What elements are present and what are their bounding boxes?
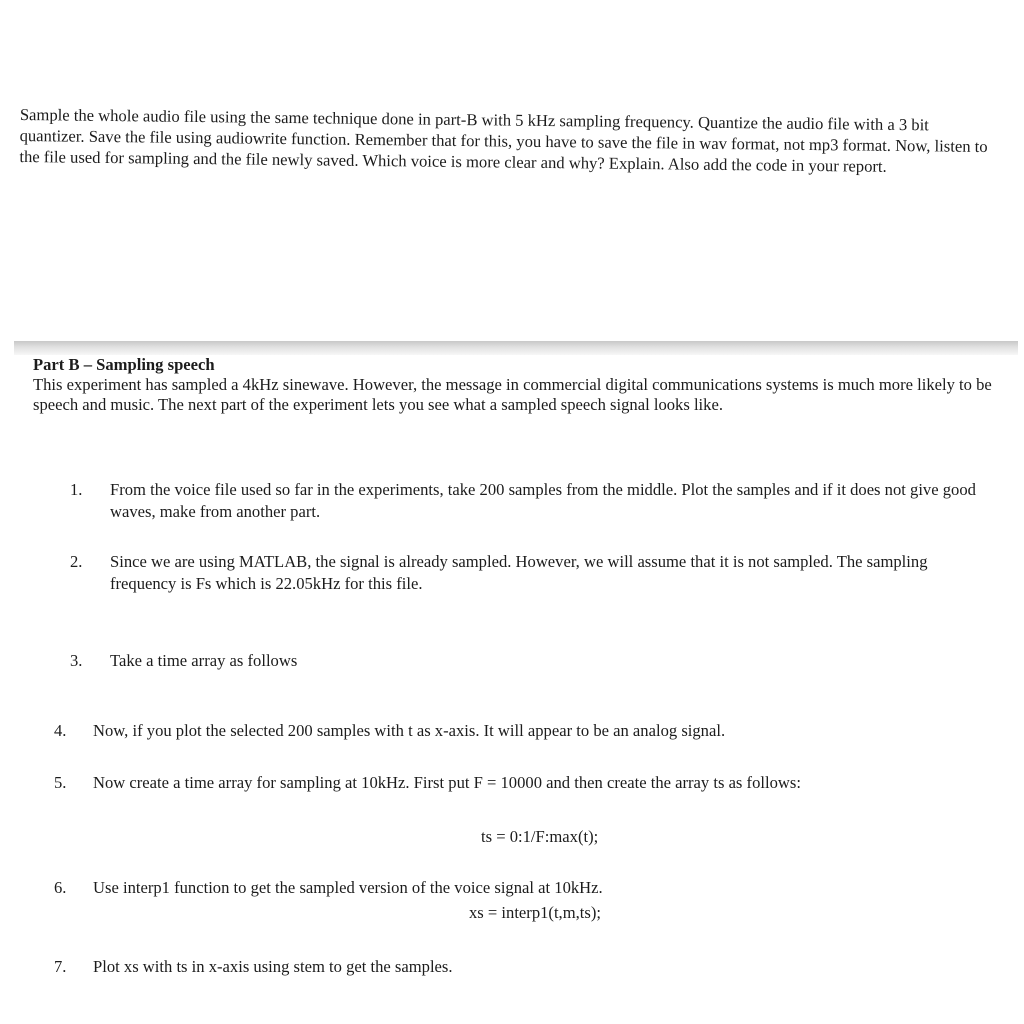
list-item-number: 6. [54,878,67,897]
list-item-number: 1. [70,480,83,499]
list-item-text: Use interp1 function to get the sampled version of the voice signal at 10kHz. [93,878,603,897]
list-item-text: Take a time array as follows [110,651,298,670]
part-b-section [33,355,1008,415]
part-b-intro: This experiment has sampled a 4kHz sinewave. However, the message in commercial digital communications systems is much more likely to be speech and music. The next part of the experiment lets you see what a sampled speech signal looks like. [33,375,992,414]
list-item-text: Plot xs with ts in x-axis using stem to get the samples. [93,957,453,976]
list-item-number: 5. [54,773,67,792]
list-item-number: 3. [70,651,83,670]
part-c-section [19,104,995,178]
list-item-text: From the voice file used so far in the experiments, take 200 samples from the middle. Plot the samples and if it does not give good waves, make from another part. [110,480,976,521]
part-c-paragraph: Sample the whole audio file using the same technique done in part-B with 5 kHz sampling frequency. Quantize the audio file with a 3 bit quantizer. Save the file using audiowrite function. Remember that for this, you have to save the file in wav format, not mp3 format. Now, listen to the file used for sampling and the file newly saved. Which voice is more clear and why? Explain. Also add the code in your report. [19,104,988,176]
list-item-text: Now, if you plot the selected 200 samples with t as x-axis. It will appear to be an analog signal. [93,721,726,740]
list-item-number: 2. [70,552,83,571]
list-item-text: Now create a time array for sampling at 10kHz. First put F = 10000 and then create the array ts as follows: [93,773,801,792]
list-item-number: 4. [54,721,67,740]
list-item-number: 7. [54,957,67,976]
list-item-text: Since we are using MATLAB, the signal is already sampled. However, we will assume that it is not sampled. The sampling frequency is Fs which is 22.05kHz for this file. [110,552,928,593]
formula-xs: xs = interp1(t,m,ts); [469,903,601,922]
formula-ts: ts = 0:1/F:max(t); [481,827,599,846]
part-b-heading: Part B – Sampling speech [33,355,215,374]
page-divider [14,341,1018,355]
